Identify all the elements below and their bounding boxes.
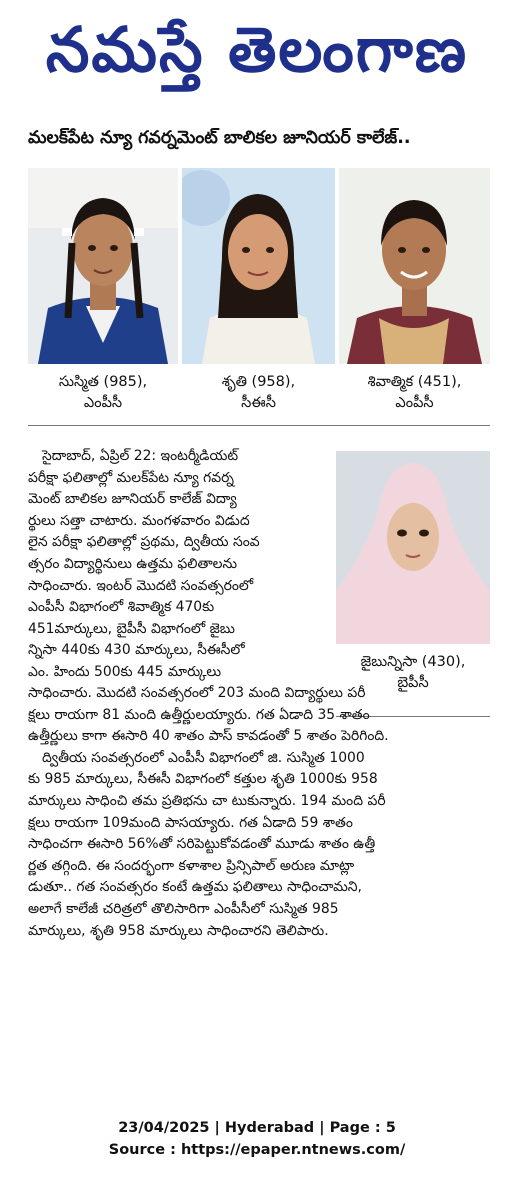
article-line: న్నిసా 440కు 430 మార్కులు, సీఈసీలో xyxy=(28,642,245,659)
student-photo-sruthi xyxy=(182,168,335,364)
caption-group: ఎంపీసీ xyxy=(83,395,123,411)
caption-susmitha xyxy=(28,372,178,414)
article-line: ద్వితీయ సంవత్సరంలో ఎంపీసీ విభాగంలో జి. సుస్మిత 1000 xyxy=(42,749,365,766)
article-line: కు 985 మార్కులు, సీఈసీ విభాగంలో కత్తుల శృతి 1000కు 958 xyxy=(28,771,378,788)
caption-group: ఎంపీసీ xyxy=(395,395,434,411)
article-line: ఉత్తీర్ణులు కాగా ఈసారి 40 శాతం పాస్ కావడంతో 5 శాతం పెరిగింది. xyxy=(28,728,389,745)
article-line: మార్కులు సాధించి తమ ప్రతిభను చా టుకున్నారు. 194 మంది పరీ xyxy=(28,792,386,809)
article-line: ఎంపీసీ విభాగంలో శివాత్మిక 470కు xyxy=(28,599,215,616)
caption-divider xyxy=(28,425,490,426)
article-line: సైదాబాద్, ఏప్రిల్ 22: ఇంటర్మీడియట్ xyxy=(42,448,239,464)
article-line: ర్ణత తగ్గింది. ఈ సందర్భంగా కళాశాల ప్రిన్సిపాల్ అరుణ మాట్లా xyxy=(28,857,355,874)
caption-group: సీఈసీ xyxy=(241,395,276,411)
article-line: ర్థులు సత్తా చాటారు. మంగళవారం విడుద xyxy=(28,512,250,529)
caption-group: బైపీసీ xyxy=(397,675,429,691)
caption-name: శృతి (958), xyxy=(221,374,296,390)
student-photo-jaibunnisa xyxy=(336,451,490,644)
caption-sivathmika xyxy=(339,372,490,414)
article-body-narrow xyxy=(28,446,328,684)
article-body-wide xyxy=(28,683,490,942)
article-line: సాధించారు. మొదటి సంవత్సరంలో 203 మంది విద్యార్థులు పరీ xyxy=(28,685,366,701)
article-line: అలాగే కాలేజీ చరిత్రలో తొలిసారిగా ఎంపీసీలో సుస్మిత 985 xyxy=(28,900,339,917)
footer-source: Source : https://epaper.ntnews.com/ xyxy=(108,1142,406,1158)
article-line: డుతూ.. గత సంవత్సరం కంటే ఉత్తమ ఫలితాలు సాధించామని, xyxy=(28,879,362,896)
article-line: 451మార్కులు, బైపీసీ విభాగంలో జైబు xyxy=(28,620,235,637)
caption-sruthi xyxy=(182,372,335,414)
article-line: క్షలు రాయగా 81 మంది ఉత్తీర్ణులయ్యారు. గత ఏడాది 35 శాతం xyxy=(28,706,370,723)
student-photo-susmitha xyxy=(28,168,178,364)
masthead-title: నమస్తే తెలంగాణ xyxy=(45,13,469,86)
caption-name: సుస్మిత (985), xyxy=(58,374,148,390)
caption-name: శివాత్మిక (451), xyxy=(367,374,462,390)
article-line: త్సరం విద్యార్థినులు ఉత్తమ ఫలితాలను xyxy=(28,555,238,572)
article-line: పరీక్షా ఫలితాల్లో మలక్‌పేట న్యూ గవర్న xyxy=(28,469,234,486)
masthead xyxy=(0,0,514,100)
article-line: సాధించారు. ఇంటర్ మొదటి సంవత్సరంలో xyxy=(28,577,254,594)
article-line: క్షలు రాయగా 109మంది పాసయ్యారు. గత ఏడాది 59 శాతం xyxy=(28,814,353,831)
student-photo-sivathmika xyxy=(339,168,490,364)
article-line: ఎం. హిందు 500కు 445 మార్కులు xyxy=(28,663,222,680)
article-headline: మలక్‌పేట న్యూ గవర్నమెంట్ బాలికల జూనియర్ కాలేజ్.. xyxy=(28,128,411,148)
footer-dateline: 23/04/2025 | Hyderabad | Page : 5 xyxy=(118,1120,396,1136)
article-line: సాధించగా ఈసారి 56%తో సరిపెట్టుకోవడంతో మూడు శాతం ఉత్తీ xyxy=(28,836,376,853)
caption-name: జైబున్నిసా (430), xyxy=(360,654,466,670)
article-line: లైన పరీక్షా ఫలితాల్లో ప్రథమ, ద్వితీయ సంవ xyxy=(28,534,260,551)
article-line: మెంట్ బాలికల జూనియర్ కాలేజ్ విద్యా xyxy=(28,491,237,508)
article-line: మార్కులు, శృతి 958 మార్కులు సాధించారని తెలిపారు. xyxy=(28,922,329,939)
